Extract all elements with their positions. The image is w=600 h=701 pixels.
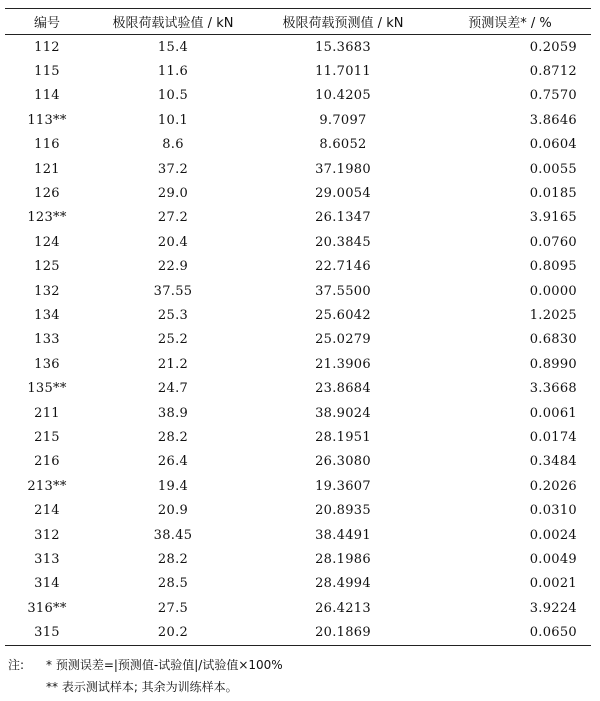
cell-id: 132 — [34, 283, 60, 299]
cell-prediction-error: 1.2025 — [529, 307, 577, 323]
cell-id: 116 — [34, 137, 60, 153]
cell-predicted-load: 26.1347 — [315, 210, 371, 226]
table-row — [5, 596, 591, 620]
cell-test-load: 24.7 — [157, 381, 189, 397]
cell-prediction-error: 0.0174 — [529, 429, 577, 445]
cell-predicted-load: 26.3080 — [315, 454, 371, 470]
table-row — [5, 376, 591, 400]
cell-predicted-load: 11.7011 — [315, 64, 371, 80]
cell-prediction-error: 0.0650 — [429, 620, 591, 645]
cell-id: 216 — [34, 454, 60, 470]
cell-test-load: 28.5 — [157, 576, 189, 592]
cell-id: 125 — [34, 259, 60, 275]
cell-id: 134 — [34, 307, 60, 323]
cell-id: 136 — [34, 356, 60, 372]
results-table — [5, 8, 591, 646]
cell-predicted-load: 20.1869 — [257, 620, 429, 645]
cell-test-load: 38.45 — [153, 527, 193, 543]
table-row — [5, 108, 591, 132]
table-row — [5, 59, 591, 83]
table-row — [5, 450, 591, 474]
table-row — [5, 157, 591, 181]
cell-predicted-load: 37.5500 — [315, 283, 371, 299]
cell-prediction-error: 0.0024 — [529, 527, 577, 543]
cell-test-load: 28.2 — [157, 429, 189, 445]
cell-prediction-error: 0.7570 — [529, 88, 577, 104]
note-test-sample: ** 表示测试样本; 其余为训练样本。 — [46, 680, 238, 694]
cell-id: 314 — [34, 576, 60, 592]
table-row — [5, 498, 591, 522]
cell-test-load: 37.55 — [153, 283, 193, 299]
cell-test-load: 29.0 — [157, 186, 189, 202]
cell-id: 214 — [34, 503, 60, 519]
table-row — [5, 133, 591, 157]
table-row — [5, 523, 591, 547]
cell-predicted-load: 38.4491 — [315, 527, 371, 543]
cell-test-load: 10.1 — [157, 112, 189, 128]
cell-prediction-error: 0.6830 — [529, 332, 577, 348]
table-row — [5, 255, 591, 279]
cell-test-load: 25.2 — [157, 332, 189, 348]
cell-id: 126 — [34, 186, 60, 202]
cell-prediction-error: 0.0604 — [529, 137, 577, 153]
table-row — [5, 206, 591, 230]
cell-predicted-load: 15.3683 — [315, 39, 371, 55]
cell-predicted-load: 28.1986 — [315, 551, 371, 567]
cell-id: 215 — [34, 429, 60, 445]
cell-test-load: 19.4 — [157, 478, 189, 494]
table-row — [5, 84, 591, 108]
cell-prediction-error: 0.8990 — [529, 356, 577, 372]
cell-predicted-load: 20.3845 — [315, 234, 371, 250]
cell-id: 313 — [34, 551, 60, 567]
note-prefix: 注: — [8, 658, 25, 672]
cell-predicted-load: 8.6052 — [319, 137, 367, 153]
cell-id: 113** — [27, 112, 67, 128]
cell-predicted-load: 26.4213 — [315, 600, 371, 616]
table-notes — [8, 654, 594, 698]
cell-test-load: 20.9 — [157, 503, 189, 519]
cell-test-load: 8.6 — [162, 137, 184, 153]
cell-predicted-load: 25.6042 — [315, 307, 371, 323]
cell-id: 213** — [27, 478, 67, 494]
cell-prediction-error: 0.0760 — [529, 234, 577, 250]
cell-id: 112 — [34, 39, 60, 55]
cell-predicted-load: 38.9024 — [315, 405, 371, 421]
cell-id: 312 — [34, 527, 60, 543]
cell-test-load: 21.2 — [157, 356, 189, 372]
cell-predicted-load: 22.7146 — [315, 259, 371, 275]
cell-predicted-load: 10.4205 — [315, 88, 371, 104]
cell-test-load: 20.2 — [89, 620, 257, 645]
cell-predicted-load: 19.3607 — [315, 478, 371, 494]
header-row — [5, 9, 591, 35]
cell-id: 114 — [34, 88, 60, 104]
cell-prediction-error: 3.8646 — [529, 112, 577, 128]
cell-predicted-load: 21.3906 — [315, 356, 371, 372]
cell-test-load: 38.9 — [157, 405, 189, 421]
cell-test-load: 37.2 — [157, 161, 189, 177]
cell-prediction-error: 0.0061 — [529, 405, 577, 421]
cell-id: 316** — [27, 600, 67, 616]
cell-test-load: 25.3 — [157, 307, 189, 323]
cell-id: 124 — [34, 234, 60, 250]
cell-test-load: 27.2 — [157, 210, 189, 226]
cell-id: 115 — [34, 64, 60, 80]
table-row — [5, 474, 591, 498]
cell-test-load: 11.6 — [157, 64, 189, 80]
note-line-2 — [8, 676, 594, 698]
cell-test-load: 27.5 — [157, 600, 189, 616]
cell-predicted-load: 20.8935 — [315, 503, 371, 519]
cell-test-load: 10.5 — [157, 88, 189, 104]
cell-prediction-error: 0.8095 — [529, 259, 577, 275]
cell-prediction-error: 0.0055 — [529, 161, 577, 177]
note-line-1 — [8, 654, 594, 676]
cell-test-load: 28.2 — [157, 551, 189, 567]
cell-prediction-error: 0.0021 — [529, 576, 577, 592]
note-error-definition: * 预测误差=|预测值-试验值|/试验值×100% — [46, 658, 283, 672]
cell-predicted-load: 28.1951 — [315, 429, 371, 445]
cell-prediction-error: 0.0049 — [529, 551, 577, 567]
table-body — [5, 35, 591, 646]
cell-predicted-load: 28.4994 — [315, 576, 371, 592]
cell-prediction-error: 3.9165 — [529, 210, 577, 226]
table-row — [5, 352, 591, 376]
cell-predicted-load: 29.0054 — [315, 186, 371, 202]
cell-prediction-error: 3.9224 — [529, 600, 577, 616]
cell-id: 315 — [5, 620, 89, 645]
header-id: 编号 — [5, 9, 89, 35]
header-prediction-error: 预测误差* / % — [429, 9, 591, 35]
cell-prediction-error: 0.2059 — [529, 39, 577, 55]
table-row — [5, 572, 591, 596]
cell-predicted-load: 9.7097 — [319, 112, 367, 128]
table-row — [5, 303, 591, 327]
cell-test-load: 15.4 — [157, 39, 189, 55]
cell-test-load: 22.9 — [157, 259, 189, 275]
table-row — [5, 620, 591, 645]
cell-id: 135** — [27, 381, 67, 397]
cell-id: 123** — [27, 210, 67, 226]
cell-id: 121 — [34, 161, 60, 177]
cell-id: 211 — [34, 405, 60, 421]
table-row — [5, 425, 591, 449]
table-header — [5, 9, 591, 35]
cell-predicted-load: 23.8684 — [315, 381, 371, 397]
table-row — [5, 35, 591, 60]
cell-prediction-error: 0.8712 — [529, 64, 577, 80]
cell-prediction-error: 0.3484 — [529, 454, 577, 470]
table-row — [5, 181, 591, 205]
cell-test-load: 26.4 — [157, 454, 189, 470]
cell-prediction-error: 0.2026 — [529, 478, 577, 494]
cell-prediction-error: 3.3668 — [529, 381, 577, 397]
table-row — [5, 279, 591, 303]
table-row — [5, 401, 591, 425]
header-predicted-load: 极限荷载预测值 / kN — [257, 9, 429, 35]
cell-predicted-load: 25.0279 — [315, 332, 371, 348]
cell-prediction-error: 0.0185 — [529, 186, 577, 202]
table-row — [5, 328, 591, 352]
table-row — [5, 230, 591, 254]
cell-prediction-error: 0.0000 — [529, 283, 577, 299]
cell-predicted-load: 37.1980 — [315, 161, 371, 177]
cell-prediction-error: 0.0310 — [529, 503, 577, 519]
cell-test-load: 20.4 — [157, 234, 189, 250]
header-test-load: 极限荷载试验值 / kN — [89, 9, 257, 35]
cell-id: 133 — [34, 332, 60, 348]
table-row — [5, 547, 591, 571]
